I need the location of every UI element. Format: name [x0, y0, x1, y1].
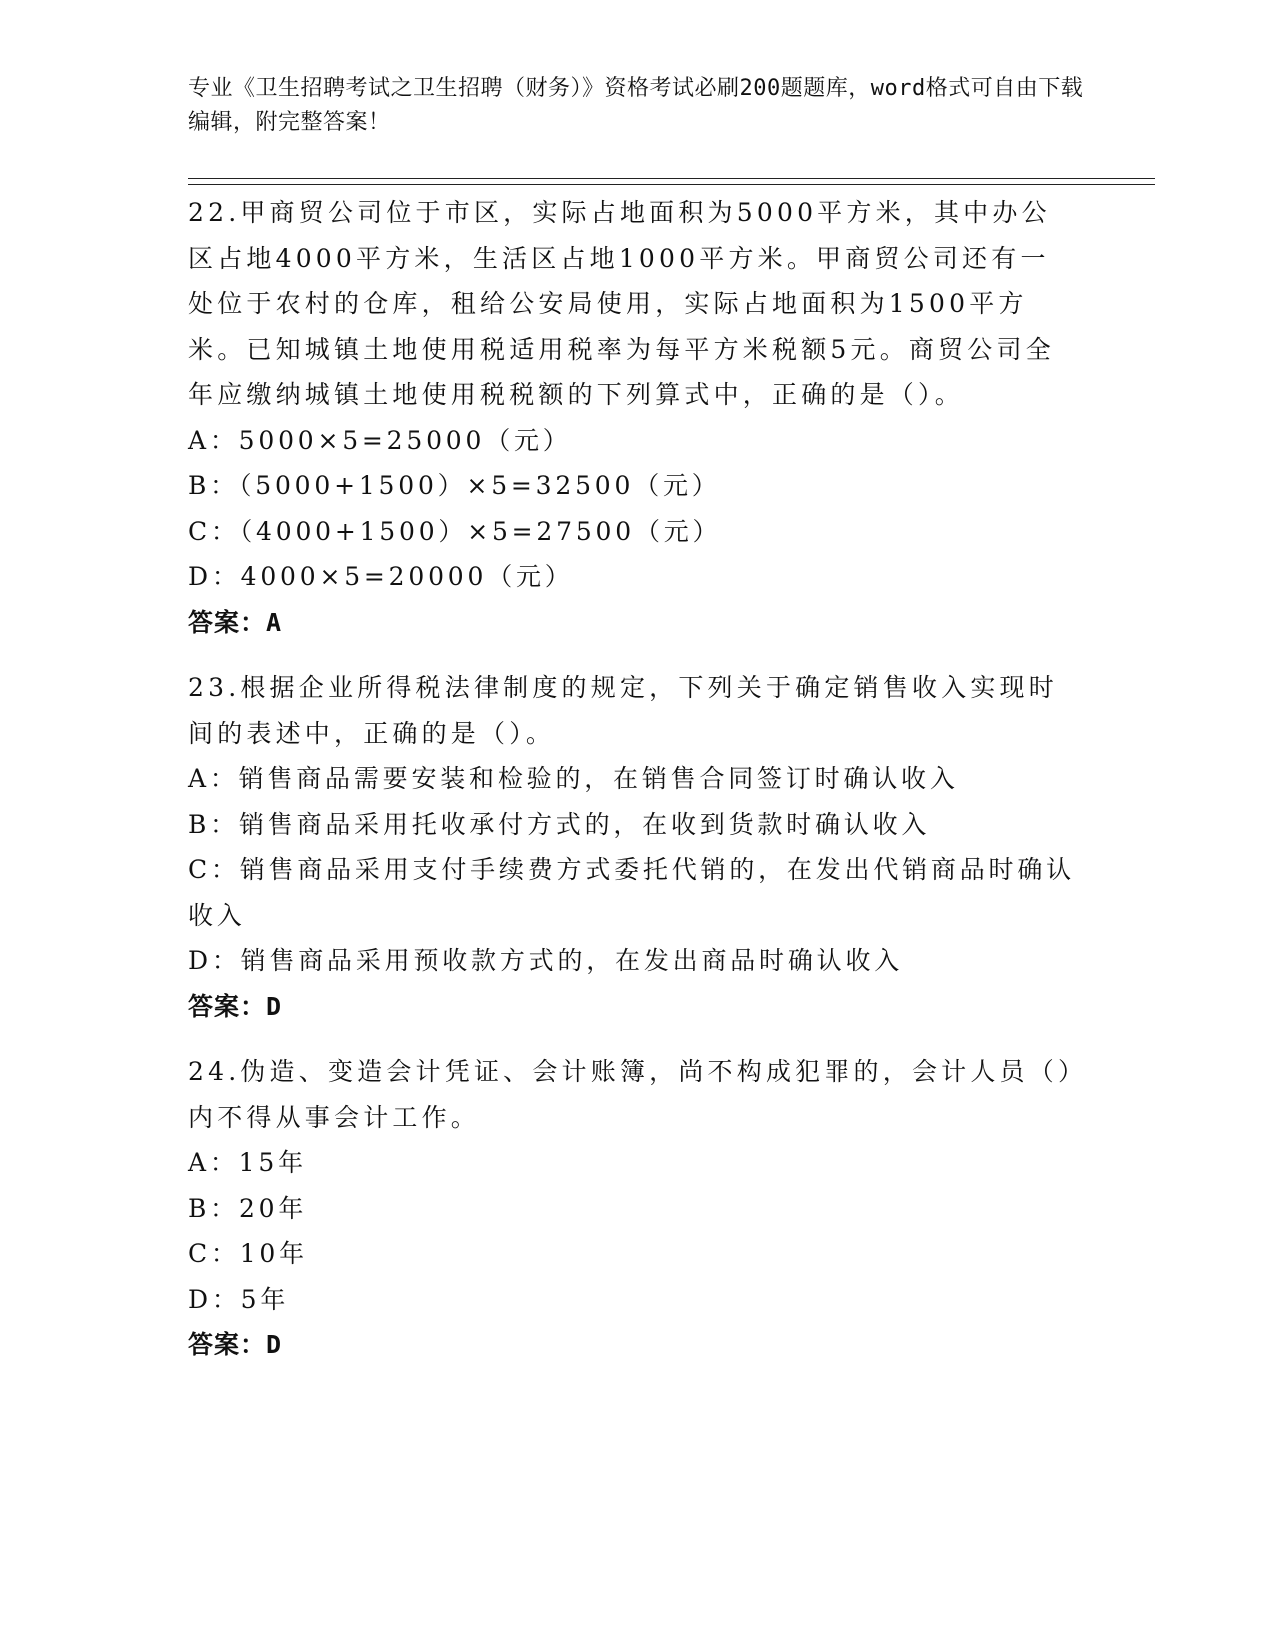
answer-value: D: [266, 991, 283, 1021]
answer-label: 答案：: [188, 607, 267, 637]
option-b: B：（5000+1500）×5=32500（元）: [188, 471, 721, 500]
answer: [188, 984, 1078, 1030]
option-a: A：15年: [188, 1148, 307, 1177]
option-d: D：4000×5=20000（元）: [188, 562, 574, 591]
answer: [188, 1322, 1078, 1368]
option-b: B：销售商品采用托收承付方式的，在收到货款时确认收入: [188, 809, 931, 839]
question-stem: 24.伪造、变造会计凭证、会计账簿，尚不构成犯罪的，会计人员（）内不得从事会计工作。: [188, 1057, 1075, 1132]
question-24: [188, 1049, 1078, 1368]
answer: [188, 600, 1078, 646]
option-c: C：销售商品采用支付手续费方式委托代销的，在发出代销商品时确认收入: [188, 855, 1075, 930]
document-header: 专业《卫生招聘考试之卫生招聘（财务）》资格考试必刷200题题库，word格式可自由下载编辑，附完整答案！: [188, 76, 1084, 135]
question-stem: 23.根据企业所得税法律制度的规定，下列关于确定销售收入实现时间的表述中，正确的是（）。: [188, 673, 1058, 748]
question-23: [188, 665, 1078, 1029]
answer-label: 答案：: [188, 1330, 267, 1359]
question-22: [188, 190, 1078, 645]
header-divider-bottom: [188, 184, 1155, 185]
option-a: A：销售商品需要安装和检验的，在销售合同签订时确认收入: [188, 764, 959, 793]
option-d: D：销售商品采用预收款方式的，在发出商品时确认收入: [188, 946, 904, 975]
option-d: D：5年: [188, 1284, 290, 1314]
option-c: C：10年: [188, 1239, 308, 1268]
question-list: [188, 190, 1078, 1388]
option-a: A：5000×5=25000（元）: [188, 425, 572, 455]
header-divider-top: [188, 178, 1155, 179]
answer-label: 答案：: [188, 991, 267, 1021]
answer-value: D: [266, 1330, 283, 1359]
question-stem: 22.甲商贸公司位于市区，实际占地面积为5000平方米，其中办公区占地4000平方米，生活区占地1000平方米。甲商贸公司还有一处位于农村的仓库，租给公安局使用，实际占地面积为1500平方米。已知城镇土地使用税适用税率为每平方米税额5元。商贸公司全年应缴纳城镇土地使用税税额的下列算式中，正确的是（）。: [188, 198, 1055, 409]
answer-value: A: [266, 607, 283, 637]
option-c: C：（4000+1500）×5=27500（元）: [188, 516, 722, 546]
option-b: B：20年: [188, 1193, 308, 1223]
